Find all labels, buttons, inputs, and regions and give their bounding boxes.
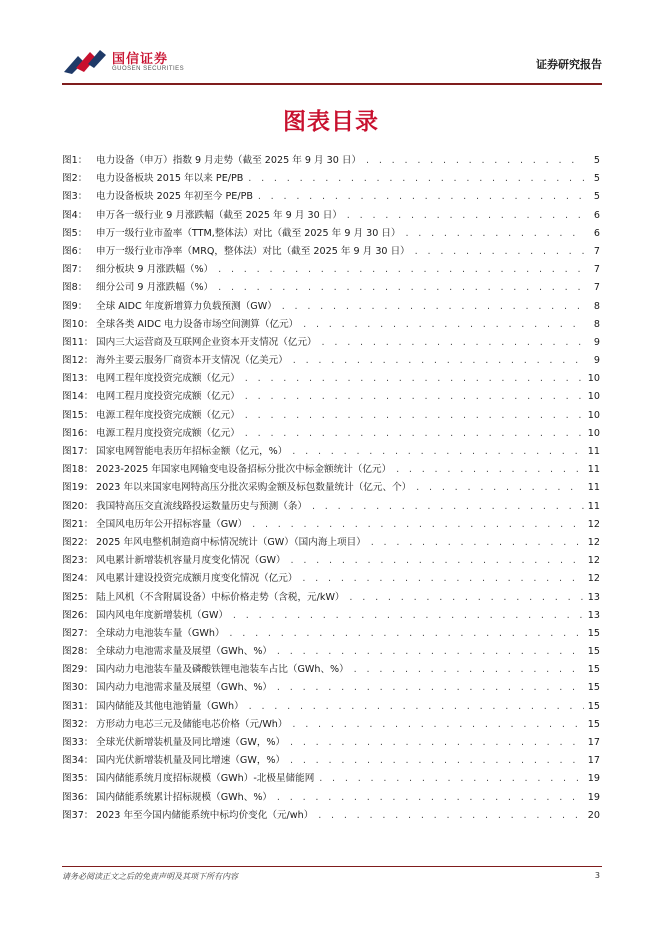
toc-entry[interactable] [62,534,600,552]
toc-entry[interactable] [62,152,600,170]
toc-entry-number: 图5： [62,227,88,239]
toc-entry-number: 图10： [62,318,94,330]
toc-entry-title: 2025 年风电整机制造商中标情况统计（GW）（国内海上项目） [96,536,366,548]
toc-dot-leader [232,611,584,620]
toc-entry-number: 图2： [62,173,88,185]
toc-entry[interactable] [62,498,600,516]
toc-entry-number: 图13： [62,373,94,385]
page-number: 3 [594,871,600,880]
toc-entry[interactable] [62,207,600,225]
toc-entry-number: 图23： [62,555,94,567]
toc-entry-page: 12 [587,573,600,585]
toc-entry-page: 12 [587,536,600,548]
toc-entry-number: 图31： [62,700,94,712]
toc-entry-title: 电力设备板块 2015 年以来 PE/PB [96,173,244,185]
toc-entry-title: 国内储能系统累计招标规模（GWh、%） [96,791,273,803]
toc-entry-number: 图34： [62,755,94,767]
toc-dot-leader [217,283,584,292]
toc-entry-number: 图11： [62,336,94,348]
toc-entry-page: 6 [593,209,600,221]
toc-entry-title: 电源工程月度投资完成额（亿元） [96,427,240,439]
toc-entry-page: 13 [587,591,600,603]
toc-entry[interactable] [62,243,600,261]
toc-entry[interactable] [62,170,600,188]
toc-entry-page: 8 [593,318,600,330]
toc-dot-leader [276,793,584,802]
toc-entry-title: 风电累计新增装机容量月度变化情况（GW） [96,555,286,567]
toc-dot-leader [349,593,584,602]
page-header [62,44,602,80]
toc-entry[interactable] [62,279,600,297]
toc-entry-page: 13 [587,609,600,621]
toc-entry-number: 图20： [62,500,94,512]
toc-entry-title: 风电累计建设投资完成额月度变化情况（亿元） [96,573,298,585]
toc-entry[interactable] [62,352,600,370]
toc-dot-leader [229,629,584,638]
report-type-label: 证券研究报告 [536,58,602,71]
toc-entry-title: 国内三大运营商及互联网企业资本开支情况（亿元） [96,336,317,348]
toc-entry-number: 图22： [62,536,94,548]
toc-entry-page: 19 [587,791,600,803]
toc-entry-page: 17 [587,737,600,748]
header-divider [62,83,602,85]
toc-dot-leader [370,538,584,547]
toc-entry[interactable] [62,516,600,534]
toc-entry[interactable] [62,752,600,770]
toc-entry-page: 5 [593,173,600,185]
toc-entry-title: 电力设备板块 2025 年初至今 PE/PB [96,191,253,203]
toc-dot-leader [292,356,584,365]
toc-dot-leader [289,738,584,747]
toc-entry-number: 图8： [62,282,88,294]
toc-entry-title: 我国特高压交直流线路投运数量历史与预测（条） [96,500,308,512]
toc-entry[interactable] [62,589,600,607]
toc-entry-title: 海外主要云服务厂商资本开支情况（亿美元） [96,355,288,367]
toc-entry-page: 10 [587,373,600,385]
toc-entry-number: 图12： [62,355,94,367]
toc-entry-number: 图14： [62,391,94,403]
toc-entry-title: 电网工程月度投资完成额（亿元） [96,391,240,403]
toc-entry[interactable] [62,661,600,679]
toc-entry-title: 全球光伏新增装机量及同比增速（GW，%） [96,737,286,748]
toc-entry-title: 申万一级行业市盈率（TTM,整体法）对比（截至 2025 年 9 月 30 日） [96,227,401,239]
toc-dot-leader [317,811,584,820]
toc-entry[interactable] [62,698,600,716]
toc-entry-number: 图17： [62,446,94,457]
toc-entry-number: 图33： [62,737,94,748]
toc-entry-page: 5 [593,155,600,166]
guosen-logo-icon [62,46,108,78]
toc-entry-number: 图6： [62,245,88,257]
toc-entry-page: 17 [587,755,600,767]
toc-entry-number: 图16： [62,427,94,439]
logo-chinese-name: 国信证券 [112,52,169,67]
toc-dot-leader [248,702,584,711]
toc-dot-leader [353,665,584,674]
toc-entry-page: 7 [593,245,600,257]
toc-dot-leader [276,683,584,692]
toc-title: 图表目录 [283,109,379,135]
toc-entry-number: 图26： [62,609,94,621]
toc-entry[interactable] [62,225,600,243]
toc-dot-leader [281,302,584,311]
toc-dot-leader [276,647,584,656]
toc-dot-leader [318,774,584,783]
toc-dot-leader [244,411,584,420]
logo-english-name: GUOSEN SECURITIES [112,66,185,72]
toc-entry-title: 国内动力电池装车量及磷酸铁锂电池装车占比（GWh、%） [96,664,349,676]
toc-entry[interactable] [62,388,600,406]
toc-entry-page: 11 [587,446,600,457]
toc-entry[interactable] [62,807,600,825]
toc-entry-page: 7 [593,264,600,276]
toc-entry[interactable] [62,625,600,643]
toc-dot-leader [415,483,584,492]
toc-entry-page: 15 [587,627,600,639]
toc-dot-leader [405,229,584,238]
toc-entry-page: 19 [587,773,600,785]
toc-entry[interactable] [62,425,600,443]
toc-entry-page: 20 [587,809,600,821]
toc-list [62,152,600,825]
toc-entry-number: 图24： [62,573,94,585]
toc-entry[interactable] [62,552,600,570]
toc-entry[interactable] [62,443,600,461]
footer-divider [62,866,602,867]
toc-entry-number: 图29： [62,664,94,676]
toc-entry-number: 图37： [62,809,94,821]
toc-dot-leader [292,720,585,729]
toc-entry[interactable] [62,407,600,425]
toc-entry-title: 国内储能及其他电池销量（GWh） [96,700,244,712]
toc-entry-title: 电源工程年度投资完成额（亿元） [96,409,240,421]
toc-entry-title: 2023-2025 年国家电网输变电设备招标分批次中标金额统计（亿元） [96,464,392,476]
toc-entry-page: 15 [587,682,600,694]
toc-entry-title: 陆上风机（不含附属设备）中标价格走势（含税，元/kW） [96,591,345,603]
toc-entry-page: 8 [593,300,600,312]
toc-entry-title: 全球动力电池需求量及展望（GWh、%） [96,646,273,658]
toc-entry[interactable] [62,316,600,334]
toc-entry[interactable] [62,607,600,625]
company-logo [62,44,192,80]
toc-dot-leader [289,756,584,765]
toc-entry-title: 国家电网智能电表历年招标金额（亿元，%） [96,446,288,457]
toc-entry-number: 图27： [62,627,94,639]
toc-dot-leader [302,320,584,329]
toc-entry-number: 图28： [62,646,94,658]
toc-entry-title: 全球动力电池装车量（GWh） [96,627,225,639]
toc-entry-title: 2023 年至今国内储能系统中标均价变化（元/wh） [96,809,314,821]
toc-entry-number: 图1： [62,155,88,166]
toc-entry-page: 5 [593,191,600,203]
toc-entry-page: 10 [587,391,600,403]
toc-entry-title: 国内光伏新增装机量及同比增速（GW，%） [96,755,286,767]
toc-dot-leader [414,247,584,256]
toc-entry[interactable] [62,770,600,788]
footer-disclaimer: 请务必阅读正文之后的免责声明及其项下所有内容 [62,872,238,881]
toc-entry[interactable] [62,734,600,752]
toc-entry-title: 电网工程年度投资完成额（亿元） [96,373,240,385]
toc-entry-page: 12 [587,518,600,530]
toc-dot-leader [346,211,584,220]
toc-entry-number: 图7： [62,264,88,276]
toc-entry-number: 图19： [62,482,94,494]
toc-dot-leader [311,502,584,511]
toc-entry[interactable] [62,334,600,352]
toc-dot-leader [257,192,584,201]
toc-dot-leader [244,392,584,401]
toc-entry-page: 15 [587,664,600,676]
toc-entry-number: 图25： [62,591,94,603]
toc-entry-title: 申万一级行业市净率（MRQ，整体法）对比（截至 2025 年 9 月 30 日） [96,245,410,257]
toc-dot-leader [290,556,584,565]
toc-entry-number: 图36： [62,791,94,803]
toc-entry[interactable] [62,479,600,497]
toc-entry-page: 10 [587,409,600,421]
toc-entry-page: 9 [593,355,600,367]
toc-entry-page: 9 [593,336,600,348]
toc-entry[interactable] [62,188,600,206]
toc-dot-leader [251,520,584,529]
toc-dot-leader [365,156,584,165]
toc-entry-page: 10 [587,427,600,439]
toc-entry-number: 图21： [62,518,94,530]
toc-entry-number: 图3： [62,191,88,203]
toc-entry[interactable] [62,298,600,316]
toc-entry-title: 申万各一级行业 9 月涨跌幅（截至 2025 年 9 月 30 日） [96,209,342,221]
toc-entry[interactable] [62,789,600,807]
toc-entry-title: 细分公司 9 月涨跌幅（%） [96,282,214,294]
toc-entry-title: 2023 年以来国家电网特高压分批次采购金额及标包数量统计（亿元、个） [96,482,412,494]
toc-dot-leader [395,465,584,474]
toc-entry-title: 国内动力电池需求量及展望（GWh、%） [96,682,273,694]
toc-entry-page: 7 [593,282,600,294]
toc-entry-title: 细分板块 9 月涨跌幅（%） [96,264,214,276]
toc-entry-number: 图15： [62,409,94,421]
toc-entry-page: 15 [587,700,600,712]
toc-entry-page: 15 [587,718,600,730]
toc-entry-page: 15 [587,646,600,658]
toc-entry[interactable] [62,370,600,388]
toc-entry-number: 图35： [62,773,94,785]
toc-entry-page: 11 [587,482,600,494]
toc-entry[interactable] [62,461,600,479]
toc-entry[interactable] [62,261,600,279]
toc-entry[interactable] [62,716,600,734]
toc-dot-leader [244,429,584,438]
toc-entry-title: 国内储能系统月度招标规模（GWh）-北极星储能网 [96,773,315,785]
toc-entry[interactable] [62,570,600,588]
toc-entry-number: 图4： [62,209,88,221]
toc-entry-title: 全国风电历年公开招标容量（GW） [96,518,248,530]
toc-dot-leader [291,447,584,456]
toc-entry-number: 图32： [62,718,94,730]
toc-dot-leader [244,374,584,383]
toc-entry-title: 电力设备（申万）指数 9 月走势（截至 2025 年 9 月 30 日） [96,155,362,166]
toc-entry-number: 图30： [62,682,94,694]
toc-entry-number: 图18： [62,464,94,476]
toc-entry-number: 图9： [62,300,88,312]
toc-dot-leader [217,265,584,274]
toc-entry[interactable] [62,643,600,661]
toc-entry-page: 6 [593,227,600,239]
toc-dot-leader [301,574,584,583]
toc-entry-title: 方形动力电芯三元及储能电芯价格（元/Wh） [96,718,288,730]
toc-entry-title: 全球 AIDC 年度新增算力负载预测（GW） [96,300,277,312]
toc-dot-leader [247,174,584,183]
toc-entry-title: 全球各类 AIDC 电力设备市场空间测算（亿元） [96,318,299,330]
toc-dot-leader [321,338,584,347]
toc-entry-page: 11 [587,464,600,476]
toc-entry-title: 国内风电年度新增装机（GW） [96,609,229,621]
toc-entry[interactable] [62,679,600,697]
toc-entry-page: 11 [587,500,600,512]
toc-entry-page: 12 [587,555,600,567]
